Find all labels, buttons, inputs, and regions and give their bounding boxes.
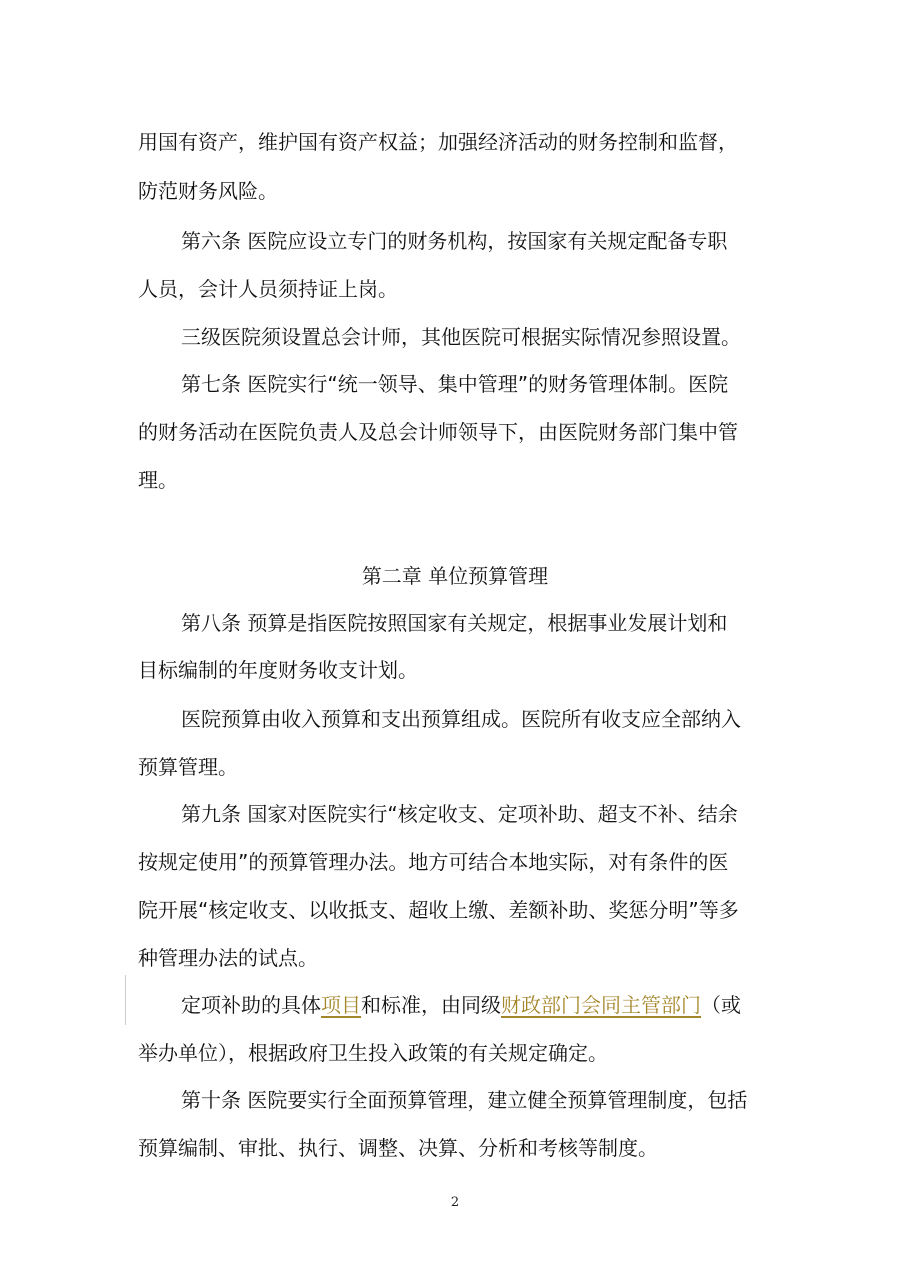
- article-9-line: 种管理办法的试点。: [138, 946, 318, 970]
- article-6-line: 人员，会计人员须持证上岗。: [138, 277, 398, 301]
- text-segment: 和标准，由同级: [361, 993, 501, 1017]
- article-7-line: 的财务活动在医院负责人及总会计师领导下，由医院财务部门集中管: [138, 420, 738, 444]
- paragraph-line: 防范财务风险。: [138, 179, 278, 203]
- article-9-para-2: [181, 991, 821, 1019]
- article-9-line: 第九条 国家对医院实行“核定收支、定项补助、超支不补、结余: [181, 802, 738, 826]
- project-link[interactable]: 项目: [321, 993, 361, 1017]
- text-segment: （或: [701, 993, 741, 1017]
- article-9-para-2: 举办单位），根据政府卫生投入政策的有关规定确定。: [138, 1041, 608, 1065]
- finance-department-link[interactable]: 财政部门会同主管部门: [501, 993, 701, 1017]
- article-8-para-2: 预算管理。: [138, 755, 238, 779]
- article-8-para-2: 医院预算由收入预算和支出预算组成。医院所有收支应全部纳入: [181, 707, 741, 731]
- article-7-line: 第七条 医院实行“统一领导、集中管理”的财务管理体制。医院: [181, 372, 729, 396]
- chapter-heading: 第二章 单位预算管理: [361, 564, 549, 588]
- article-9-line: 按规定使用”的预算管理办法。地方可结合本地实际，对有条件的医: [138, 850, 729, 874]
- article-10-line: 预算编制、审批、执行、调整、决算、分析和考核等制度。: [138, 1136, 658, 1160]
- paragraph-line: 用国有资产，维护国有资产权益；加强经济活动的财务控制和监督，: [138, 130, 738, 154]
- article-9-line: 院开展“核定收支、以收抵支、超收上缴、差额补助、奖惩分明”等多: [138, 898, 739, 922]
- page-number: 2: [450, 1195, 460, 1210]
- margin-change-bar: [125, 975, 126, 1025]
- article-6-para-2: 三级医院须设置总会计师，其他医院可根据实际情况参照设置。: [181, 325, 741, 349]
- article-8-line: 目标编制的年度财务收支计划。: [138, 658, 418, 682]
- article-7-line: 理。: [138, 468, 178, 492]
- article-8-line: 第八条 预算是指医院按照国家有关规定，根据事业发展计划和: [181, 611, 728, 635]
- article-6-line: 第六条 医院应设立专门的财务机构，按国家有关规定配备专职: [181, 229, 728, 253]
- article-10-line: 第十条 医院要实行全面预算管理，建立健全预算管理制度，包括: [181, 1088, 748, 1112]
- text-segment: 定项补助的具体: [181, 993, 321, 1017]
